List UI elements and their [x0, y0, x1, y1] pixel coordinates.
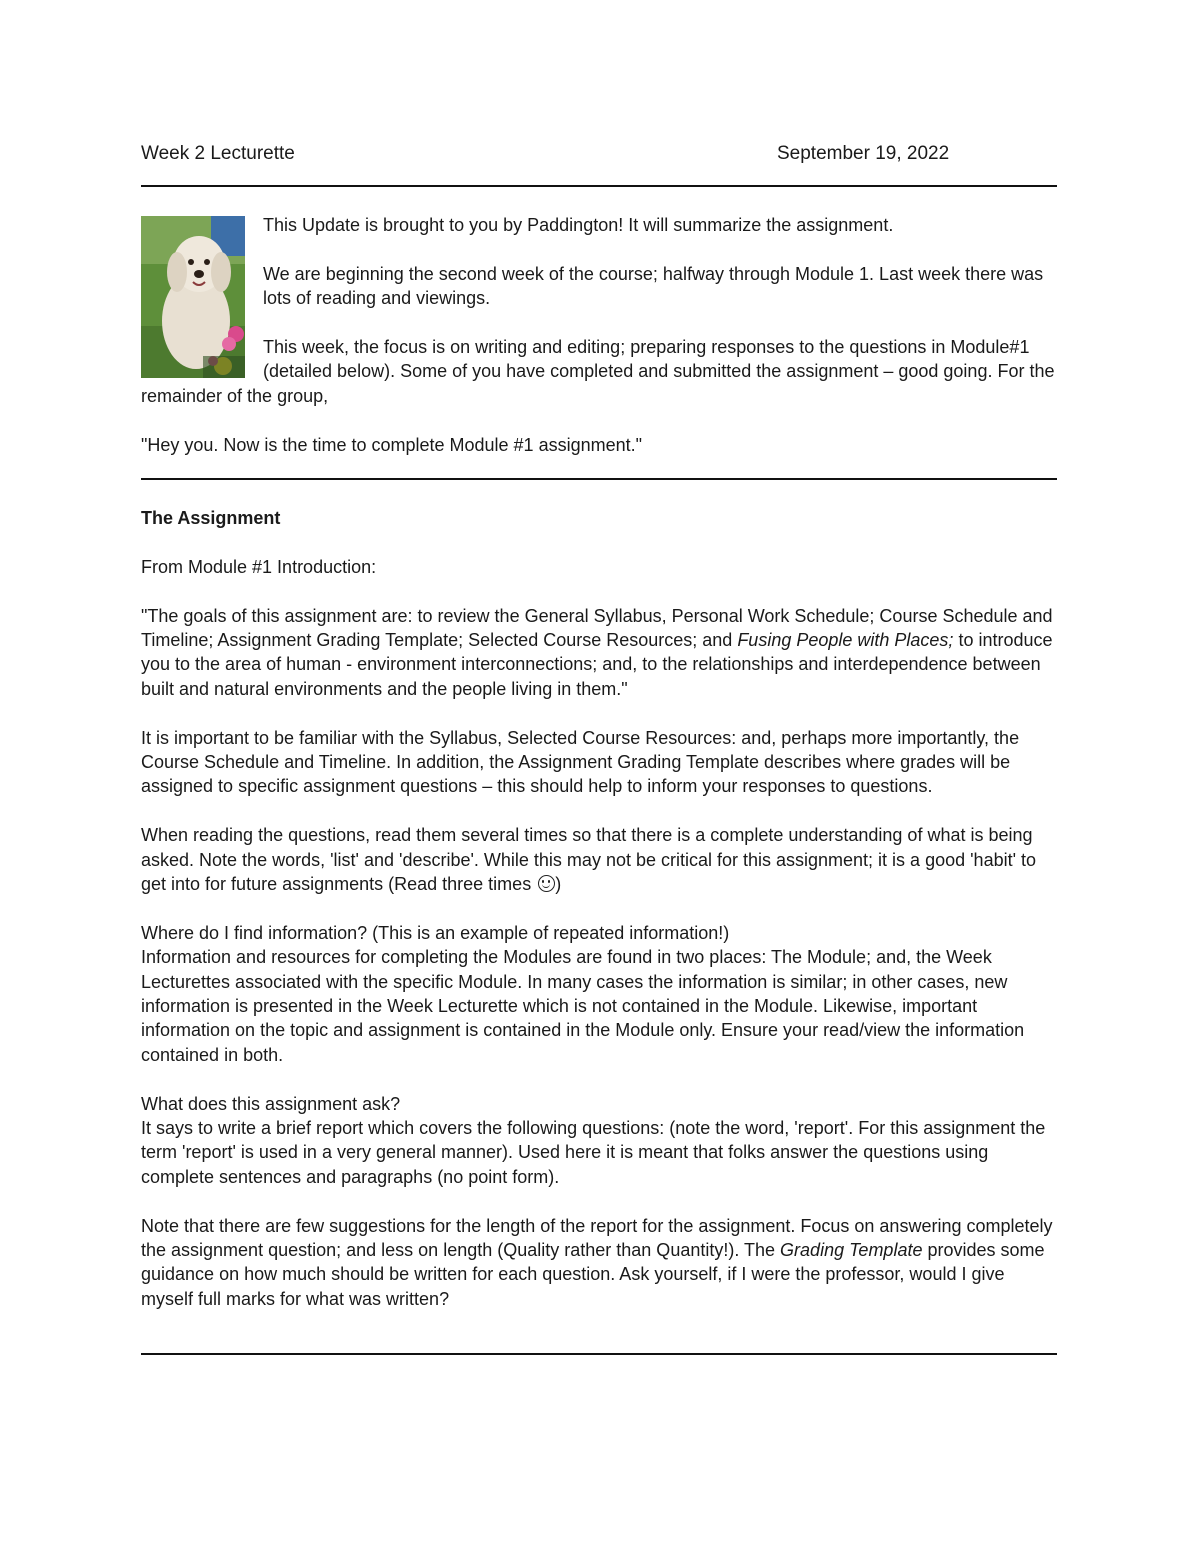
module-intro-label: From Module #1 Introduction: — [141, 556, 377, 577]
lecture-date: September 19, 2022 — [777, 143, 950, 164]
dog-photo — [141, 216, 245, 378]
document-header — [141, 141, 1057, 167]
assignment-heading: The Assignment — [141, 508, 281, 528]
footer-divider — [141, 1353, 1057, 1355]
lecture-title: Week 2 Lecturette — [141, 143, 295, 164]
where-question: Where do I find information? (This is an example of repeated information!) — [141, 922, 730, 943]
smiley-icon — [538, 875, 555, 892]
intro-paragraph-3: This week, the focus is on writing and editing; preparing responses to the questions in Module#1 (detailed below). Some of you have completed and submitted the assignment – good going. For the remainder of the group, — [141, 337, 1055, 406]
length-note: Note that there are few suggestions for the length of the report for the assignment. Focus on answering completely the assignment question; and less on length (Quality rather than Quantity!). The Grading Template provides some guidance on how much should be written for each question. Ask yourself, if I were the professor, would I give myself full marks for what was written? — [141, 1215, 1053, 1309]
goals-quote: "The goals of this assignment are: to review the General Syllabus, Personal Work Schedule; Course Schedule and Timeline; Assignment Grading Template; Selected Course Resources; and Fusing People with Places; to introduce you to the area of human - environment interconnections; and, to the relationships and interdependence between built and natural environments and the people living in them." — [141, 605, 1053, 699]
where-answer: Information and resources for completing the Modules are found in two places: The Module; and, the Week Lecturettes associated with the specific Module. In many cases the information is similar; in other cases, new information is presented in the Week Lecturette which is not contained in the Module. Likewise, important information on the topic and assignment is contained in the Module only. Ensure your read/view the information contained in both. — [141, 947, 1025, 1065]
ask-answer: It says to write a brief report which covers the following questions: (note the word, 'report'. For this assignment the term 'report' is used in a very general manner). Used here it is meant that folks answer the questions using complete sentences and paragraphs (no point form). — [141, 1118, 1046, 1187]
intro-divider — [141, 478, 1057, 480]
assignment-section — [141, 506, 1057, 1311]
importance-paragraph: It is important to be familiar with the Syllabus, Selected Course Resources: and, perhaps more importantly, the Course Schedule and Timeline. In addition, the Assignment Grading Template describes where grades will be assigned to specific assignment questions – this should help to inform your responses to questions. — [141, 727, 1020, 797]
header-divider — [141, 185, 1057, 187]
intro-paragraph-1: This Update is brought to you by Paddington! It will summarize the assignment. — [263, 215, 894, 235]
intro-quote: "Hey you. Now is the time to complete Module #1 assignment." — [141, 434, 643, 455]
ask-question: What does this assignment ask? — [141, 1093, 401, 1114]
intro-paragraph-2: We are beginning the second week of the course; halfway through Module 1. Last week there was lots of reading and viewings. — [263, 263, 1044, 309]
intro-section — [141, 213, 1057, 457]
reading-paragraph: When reading the questions, read them several times so that there is a complete understanding of what is being asked. Note the words, 'list' and 'describe'. While this may not be critical for this assignment; it is a good 'habit' to get into for future assignments (Read three times ) — [141, 825, 1037, 895]
